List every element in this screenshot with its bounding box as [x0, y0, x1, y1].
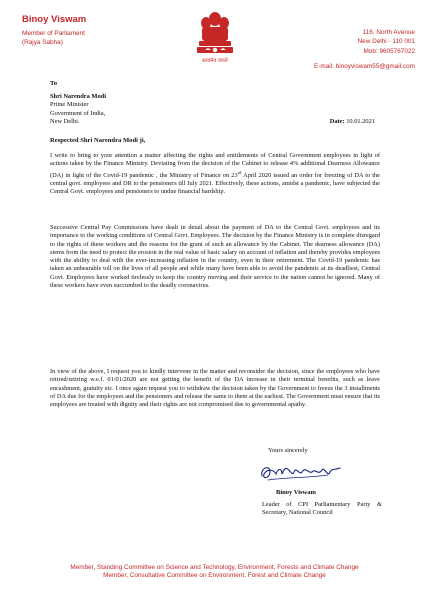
- salutation: Respected Shri Narendra Modi ji,: [50, 137, 146, 144]
- signatory-title: Leader of CPI Parliamentary Party & Secretary, National Council: [262, 501, 382, 517]
- letterhead-role-block: [22, 29, 85, 47]
- paragraph-1-part-a: I write to bring to your attention a matter affecting the rights and entitlements of Central Government employees in light of actions taken by the Finance Ministry. Deviating from the decision of the Cabinet to release 4% additional Dearness Allowance (DA) in light of the Covid-19 pandemic , the Ministry of Finance on 23: [50, 152, 380, 179]
- recipient-title: Prime Minister: [50, 101, 89, 109]
- recipient-city: New Delhi.: [50, 118, 80, 126]
- email-address: E-mail: binoyviswam55@gmail.com: [314, 63, 415, 70]
- letterhead-role: Member of Parliament: [22, 30, 85, 37]
- address-line-2: New Delhi - 110 001: [357, 38, 415, 46]
- paragraph-3: In view of the above, I request you to kindly intervene in the matter and reconsider the decision, since the employees who have retired/retiring w.e.f. 01/01/2020 are not getting the benefit of the DA increase in their terminal benefits, such as leave encashment, gratuity etc. I once again request you to withdraw the decision taken by the Government to freeze the 3 installments of DA due for the employees and the pensioners and release the same to them at the earliest. The Government must ensure that its employees are treated with dignity and their rights are not compromised due to governmental apathy.: [50, 368, 380, 409]
- date-value: 10.01.2021: [346, 118, 375, 125]
- paragraph-2: Successive Central Pay Commissions have dealt in detail about the payment of DA to the Central Govt. employees and its importance to the working conditions of Central Govt. Employees. The decision by the Finance Ministry is in complete disregard to the rights of these workers and the reasons for the grant of such an allowance by the Cabinet. The dearness allowance (DA) stems from the need to protect the erosion in the real value of basic salary on account of inflation and thereby provides employees with the ability to deal with the ever-increasing inflation in the country, even in their retirement. The Covid-19 pandemic has taken an unbearable toll on the lives of all people and while many have been able to avoid the pandemic at its deadliest, Central Govt. Employees have worked tirelessly to keep the country moving and their service to the nation cannot be ignored. Many of these workers have even succumbed to the deadly coronavirus.: [50, 224, 380, 290]
- footer-line-2: Member, Consultative Committee on Environment, Forest and Climate Change: [103, 572, 326, 580]
- paragraph-1-superscript: rd: [237, 169, 242, 175]
- letterhead-contact: [358, 28, 415, 56]
- letterhead-house: (Rajya Sabha): [22, 39, 63, 46]
- signatory-name: Binoy Viswam: [276, 489, 316, 496]
- paragraph-1-part-b: April 2020 issued an order for freezing of DA to the central govt. employees and DR to the pensioners till July 2021. Effectively, these actions, amidst a pandemic, have subjected the Central Govt. employees and pensioners to undue financial hardship.: [50, 171, 380, 196]
- letter-date: [330, 118, 375, 125]
- national-emblem-icon: [193, 10, 237, 58]
- to-label: To: [50, 80, 58, 87]
- footer-line-1: Member, Standing Committee on Science and Technology, Environment, Forests and Climate Change: [70, 564, 359, 571]
- footer: [0, 564, 429, 581]
- recipient-address: [50, 93, 106, 127]
- recipient-name: Shri Narendra Modi: [50, 93, 106, 100]
- mobile-number: Mob: 9605767022: [363, 47, 415, 55]
- address-line-1: 116, North Avenue: [362, 29, 415, 36]
- emblem-motto: सत्यमेव जयते: [202, 58, 228, 64]
- closing: Yours sincerely: [268, 447, 308, 454]
- paragraph-1: [50, 152, 380, 197]
- letterhead-name: Binoy Viswam: [22, 14, 87, 25]
- date-label: Date:: [329, 118, 345, 125]
- recipient-org: Government of India,: [50, 109, 106, 117]
- handwritten-signature-icon: [258, 460, 348, 484]
